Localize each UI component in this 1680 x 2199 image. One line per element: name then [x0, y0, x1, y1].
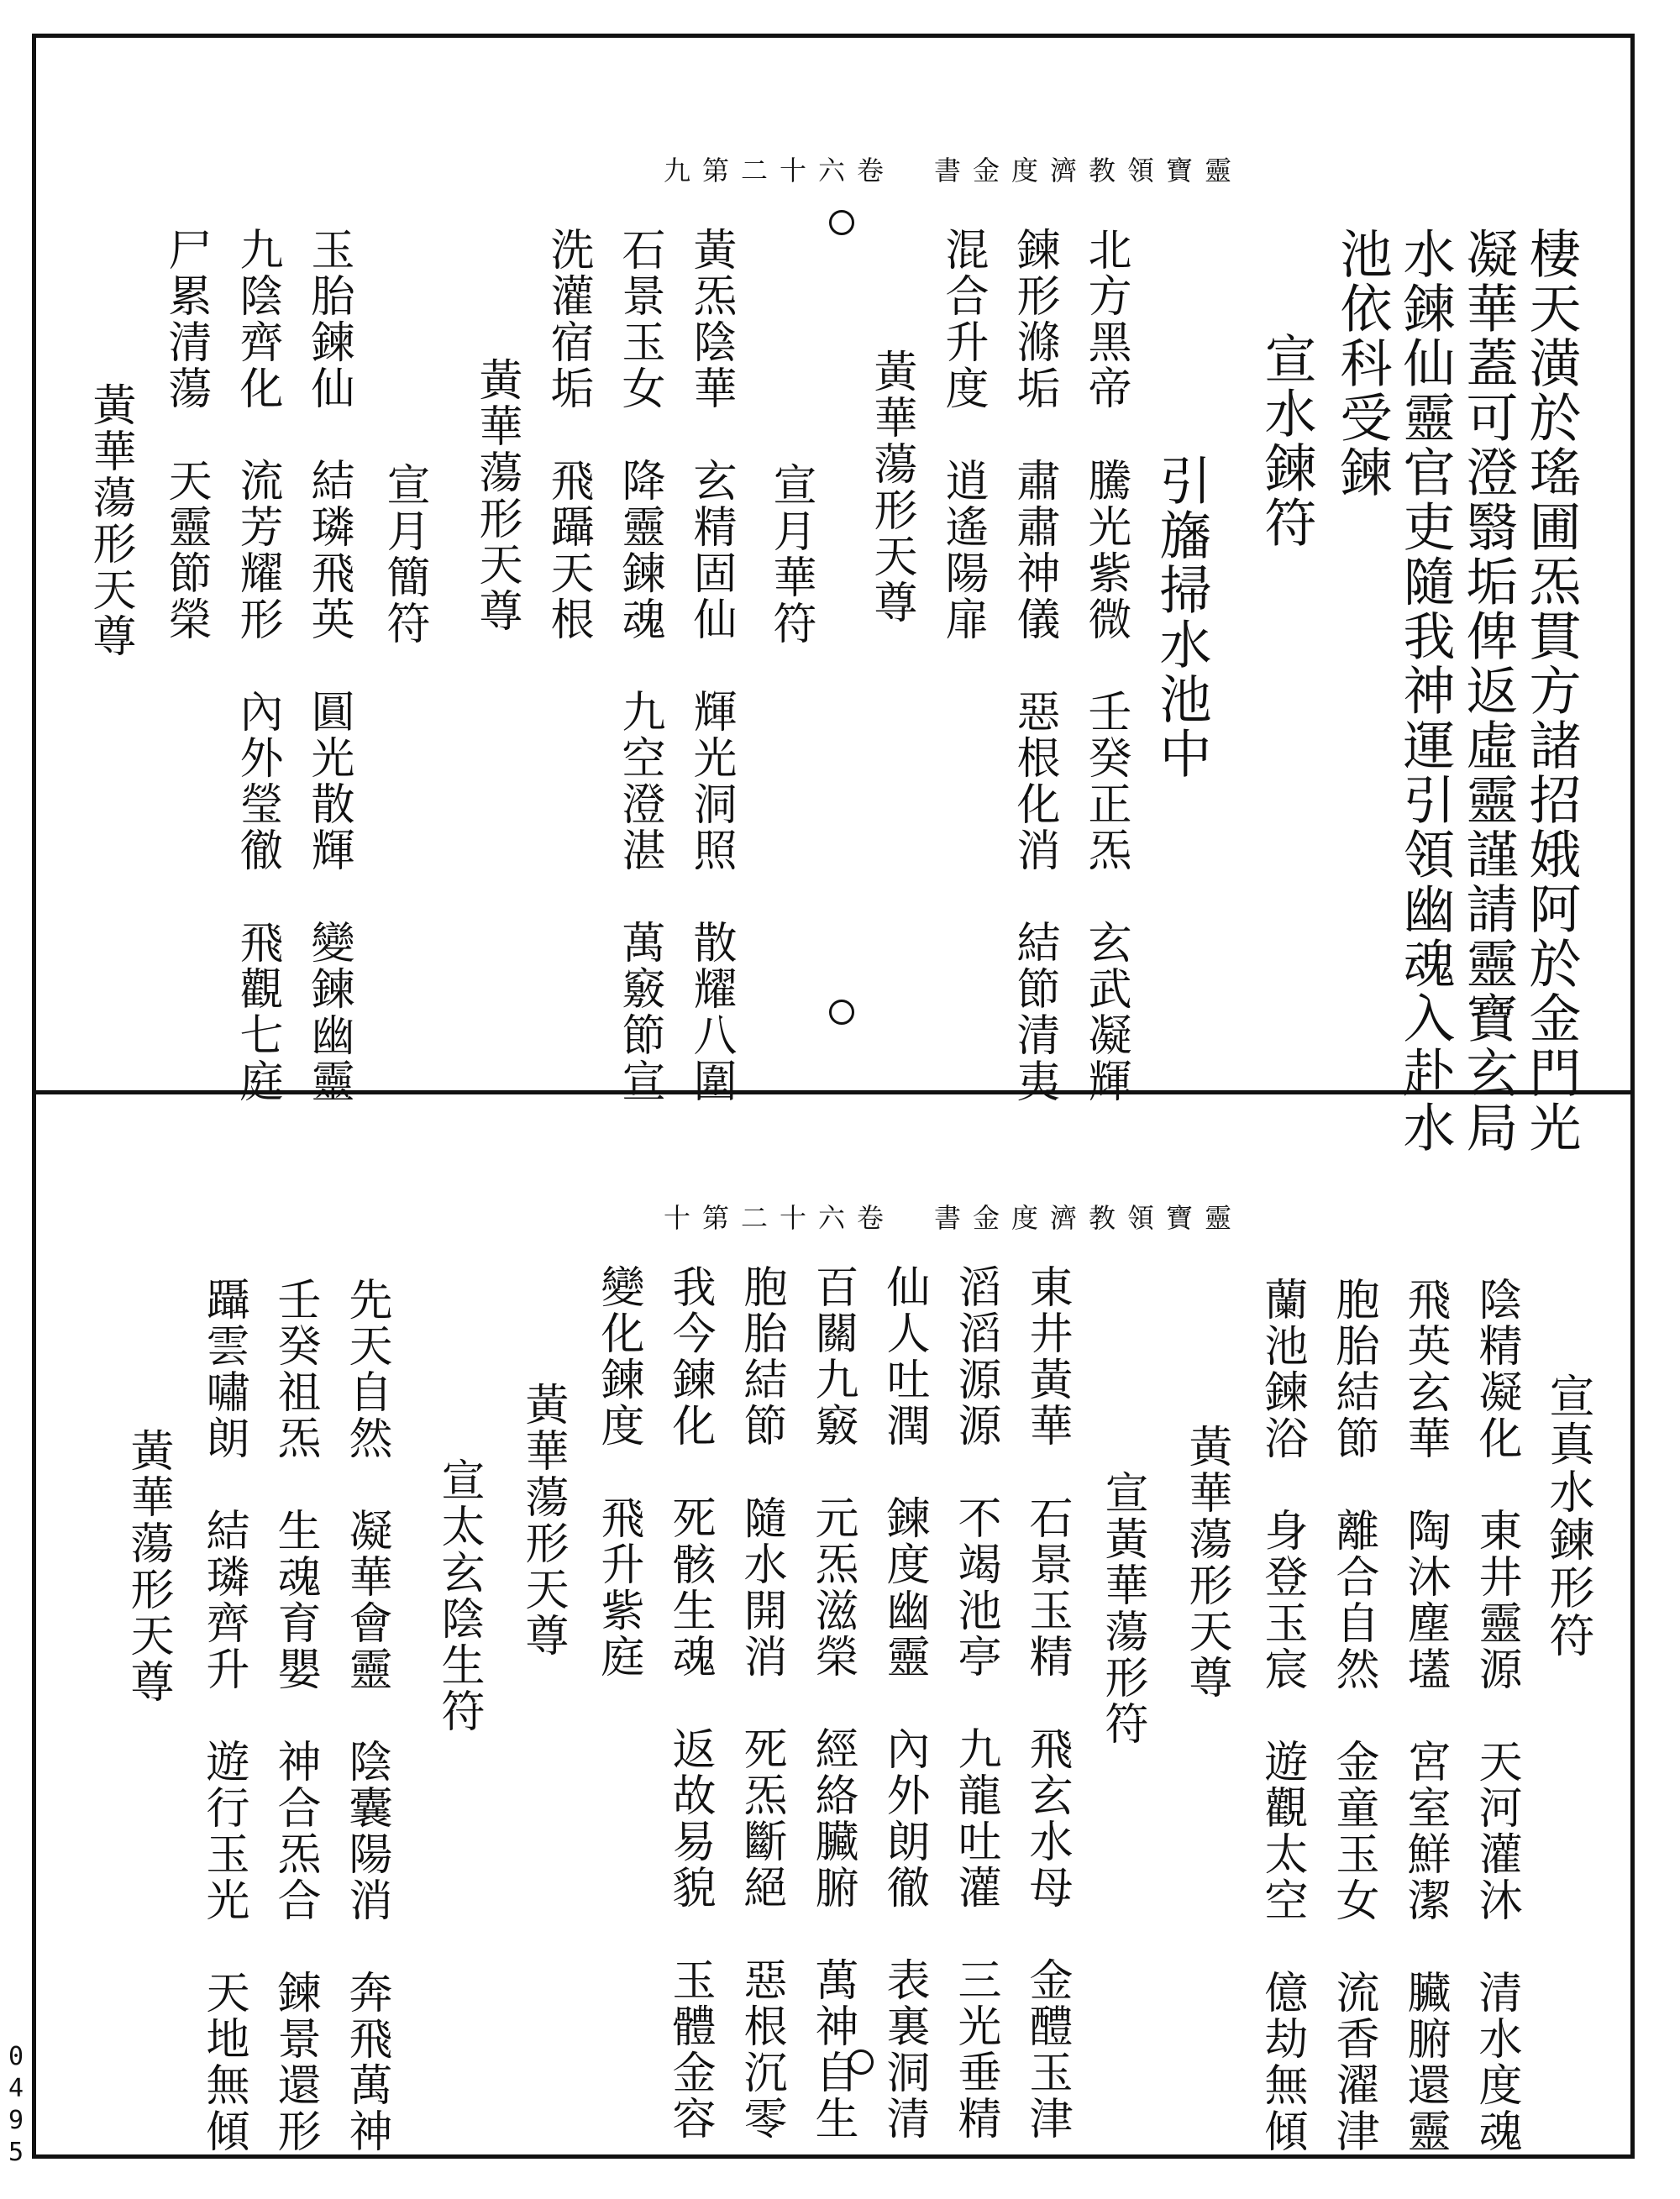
text-column: 百關九竅 元炁滋榮 經絡臟腑 萬神自生 [807, 1264, 858, 2142]
text-column: 黃炁陰華 玄精固仙 輝光洞照 散耀八圍 [685, 227, 736, 1105]
text-column: 水鍊仙靈官吏隨我神運引領幽魂入赴水 [1394, 227, 1456, 1155]
text-column: 胞胎結節 隨水開消 死炁斷絕 惡根沉零 [736, 1264, 786, 2142]
text-column: 鍊形滌垢 肅肅神儀 惡根化消 結節清夷 [1009, 227, 1059, 1105]
text-column: 陰精凝化 東井靈源 天河灌沐 清水度魂 [1471, 1277, 1521, 2154]
text-column: 黃華蕩形天尊 [1181, 1378, 1231, 1701]
text-column: 東井黃華 石景玉精 飛玄水母 金醴玉津 [1021, 1264, 1072, 2142]
text-column: 仙人吐潤 鍊度幽靈 內外朗徹 表裏洞清 [879, 1264, 929, 2142]
text-column: 宣水鍊符 [1256, 277, 1317, 550]
page-number: 0495 [8, 2042, 24, 2167]
bottom-page-header: 靈寶領教濟度金書 卷六十二第十 [663, 1202, 1243, 1234]
text-column: 石景玉女 降靈鍊魂 九空澄湛 萬竅節宣 [614, 227, 664, 1105]
text-column: 引旛掃水池中 [1151, 344, 1212, 781]
text-column: 宣月華符 [765, 370, 816, 647]
text-column: 混合升度 逍遙陽扉 [937, 227, 988, 643]
text-column: 飛英玄華 陶沐塵壒 宮室鮮潔 臟腑還靈 [1399, 1277, 1450, 2154]
punctuation-circle [829, 210, 854, 235]
text-column: 宣太玄陰生符 [433, 1365, 484, 1735]
text-column: 九陰齊化 流芳耀形 內外瑩徹 飛觀七庭 [232, 227, 282, 1105]
text-column: 先天自然 凝華會靈 陰囊陽消 奔飛萬神 [341, 1277, 391, 2154]
text-column: 胞胎結節 離合自然 金童玉女 流香濯津 [1328, 1277, 1378, 2154]
text-column: 凝華蓋可澄翳垢俾返虛靈謹請靈寶玄局 [1457, 227, 1519, 1155]
text-column: 尸累清蕩 天靈節榮 [160, 227, 211, 643]
text-column: 玉胎鍊仙 結璘飛英 圓光散輝 變鍊幽靈 [303, 227, 354, 1105]
text-column: 洗灌宿垢 飛躡天根 [543, 227, 593, 643]
text-column: 宣黃華蕩形符 [1097, 1378, 1147, 1747]
text-column: 滔滔源源 不竭池亭 九龍吐灌 三光垂精 [950, 1264, 1000, 2142]
text-column: 黃華蕩形天尊 [517, 1336, 568, 1659]
text-column: 北方黑帝 騰光紫微 壬癸正炁 玄武凝輝 [1080, 227, 1131, 1105]
text-column: 躡雲嘯朗 結璘齊升 遊行玉光 天地無傾 [198, 1277, 249, 2154]
text-column: 棲天潢於瑤圃炁貫方諸招娥阿於金門光 [1520, 227, 1582, 1155]
text-column: 變化鍊度 飛升紫庭 [593, 1264, 643, 1680]
punctuation-circle [829, 1000, 854, 1025]
text-column: 壬癸祖炁 生魂育嬰 神合炁合 鍊景還形 [270, 1277, 320, 2154]
text-column: 黃華蕩形天尊 [85, 336, 135, 659]
text-column: 宣真水鍊形符 [1542, 1277, 1595, 1660]
text-column: 黃華蕩形天尊 [866, 302, 916, 626]
text-column: 黃華蕩形天尊 [471, 311, 522, 634]
text-column: 宣月簡符 [379, 370, 429, 647]
top-page-header: 靈寶領教濟度金書 卷六十二第九 [663, 155, 1243, 186]
text-column: 蘭池鍊浴 身登玉宸 遊觀太空 億劫無傾 [1257, 1277, 1307, 2154]
text-column: 池依科受鍊 [1331, 227, 1393, 500]
punctuation-circle [848, 2049, 874, 2075]
text-column: 黃華蕩形天尊 [123, 1382, 173, 1705]
text-column: 我今鍊化 死骸生魂 返故易貌 玉體金容 [664, 1264, 715, 2142]
